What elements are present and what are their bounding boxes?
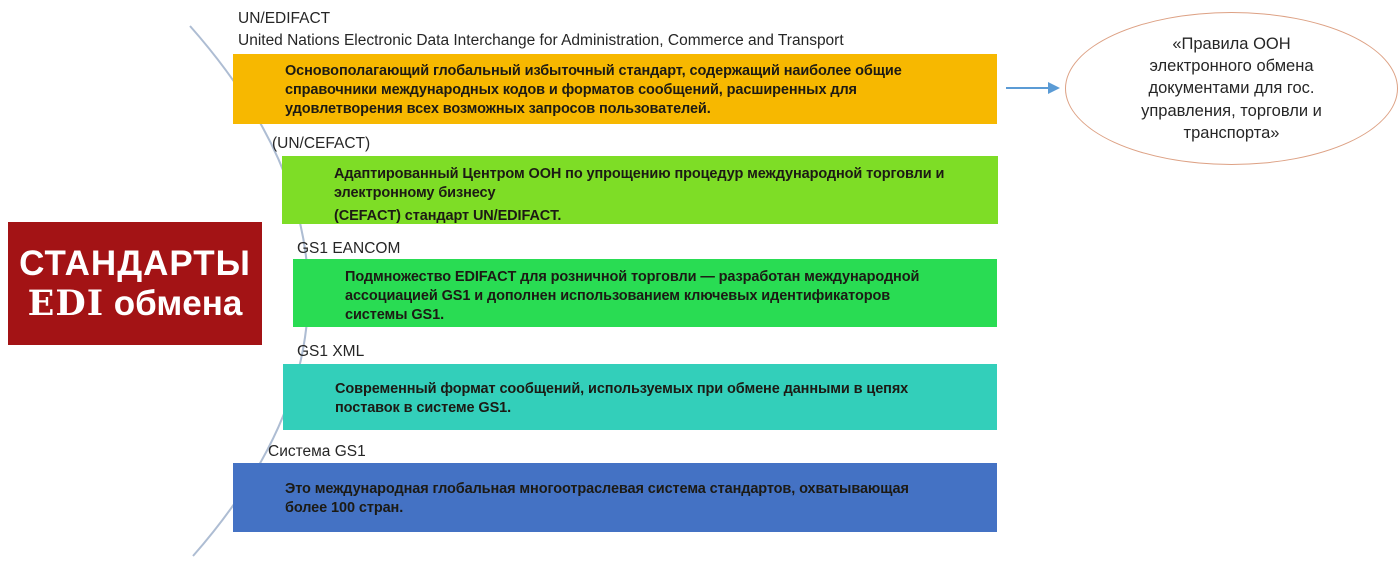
branch-desc-uncefact-text2: (CEFACT) стандарт UN/EDIFACT. <box>334 208 562 225</box>
root-topic-rest: обмена <box>104 283 243 323</box>
root-topic-box <box>8 222 262 345</box>
branch-desc-gs1-system-text: Это международная глобальная многоотраслевая система стандартов, охватывающая более 100 стран. <box>285 481 909 517</box>
branch-label-uncefact: (UN/CEFACT) <box>272 135 371 152</box>
callout-arrow-head <box>1048 82 1060 94</box>
branch-desc-gs1xml-text: Современный формат сообщений, используемых при обмене данными в цепях поставок в системе GS1. <box>335 381 909 417</box>
branch-label-eancom: GS1 EANCOM <box>297 240 401 257</box>
callout-ellipse <box>1065 12 1398 165</box>
callout-text: «Правила ООН электронного обмена документами для гос. управления, торговли и транспорта» <box>1141 34 1322 142</box>
branch-label-gs1-system: Система GS1 <box>268 443 366 460</box>
branch-desc-unedifact <box>233 54 997 124</box>
root-topic-edi: EDI <box>27 282 105 324</box>
branch-desc-gs1-system <box>233 463 997 532</box>
branch-desc-eancom-text: Подмножество EDIFACT для розничной торговли — разработан международной ассоциацией GS1 и дополнен использованием ключевых идентификаторов системы GS1. <box>345 269 920 324</box>
branch-desc-gs1xml <box>283 364 997 430</box>
branch-label-gs1xml: GS1 XML <box>297 343 365 360</box>
root-topic-line2 <box>28 284 243 323</box>
root-topic-line1: СТАНДАРТЫ <box>19 244 251 284</box>
branch-desc-uncefact-text1: Адаптированный Центром ООН по упрощению процедур международной торговли и электронному бизнесу <box>334 166 945 202</box>
branch-sublabel-unedifact: United Nations Electronic Data Interchange for Administration, Commerce and Transport <box>238 32 844 49</box>
branch-desc-uncefact <box>282 156 998 224</box>
branch-label-unedifact: UN/EDIFACT <box>238 10 331 27</box>
branch-desc-eancom <box>293 259 997 327</box>
branch-desc-unedifact-text: Основополагающий глобальный избыточный стандарт, содержащий наиболее общие справочники международных кодов и форматов сообщений, расширенных для удовлетворения всех возможных запросов пользователей. <box>285 63 902 118</box>
